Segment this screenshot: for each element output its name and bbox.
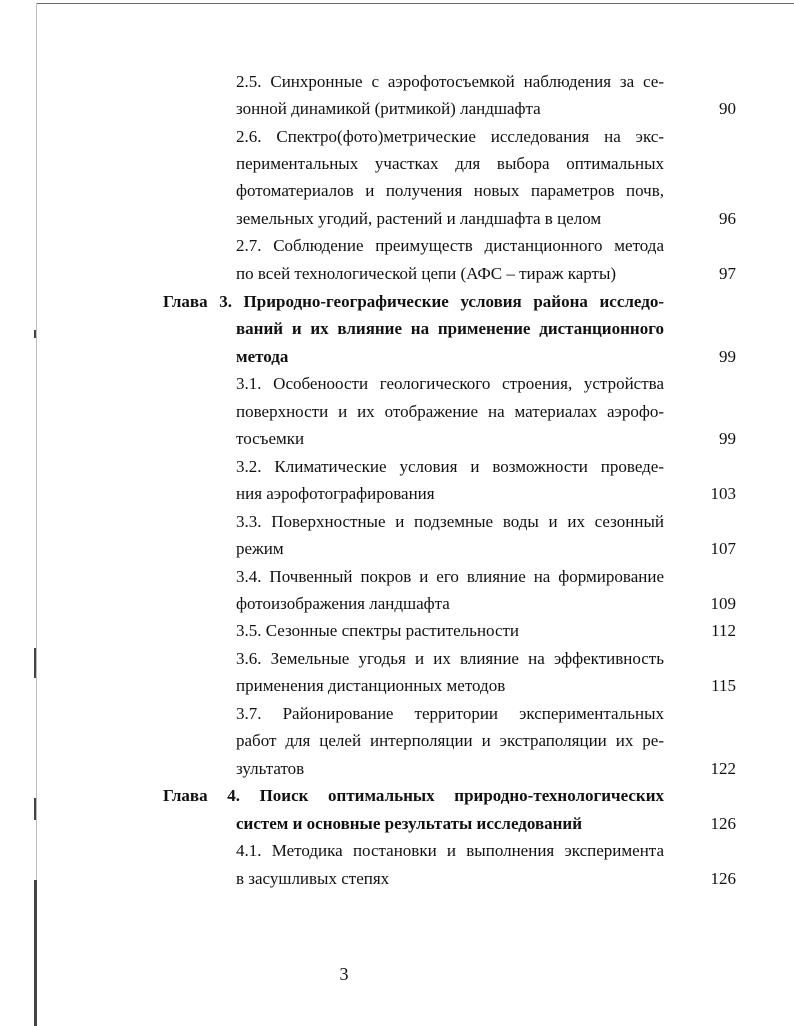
toc-entry-text: 3.6. Земельные угодья и их влияние на эффективность	[236, 649, 664, 668]
toc-entry-text: тосъемки	[236, 429, 305, 448]
toc-entry-3-1-cont	[0, 425, 794, 452]
page-top-border	[36, 3, 794, 4]
toc-entry-text: ния аэрофотографирования	[236, 484, 435, 503]
toc-page-number: 115	[711, 676, 736, 695]
toc-entry-4-1	[0, 837, 794, 864]
toc-entry-text: 2.6. Спектро(фото)метрические исследования на экс-	[236, 127, 664, 146]
toc-entry-3-2-cont	[0, 480, 794, 507]
toc-entry-3-4-cont	[0, 590, 794, 617]
toc-entry-text: зонной динамикой (ритмикой) ландшафта	[236, 99, 541, 118]
toc-entry-3-6-cont	[0, 672, 794, 699]
toc-chapter-text: метода	[236, 347, 289, 366]
toc-entry-3-1-cont	[0, 398, 794, 425]
toc-chapter-4	[0, 782, 794, 809]
toc-entry-text: 3.1. Особеноости геологического строения, устройства	[236, 374, 664, 393]
toc-entry-3-7-cont	[0, 755, 794, 782]
toc-page-number: 122	[710, 759, 736, 778]
toc-page-number: 107	[710, 539, 736, 558]
toc-entry-text: 3.5. Сезонные спектры растительности	[236, 621, 520, 640]
toc-entry-2-5-cont	[0, 95, 794, 122]
toc-entry-3-1	[0, 370, 794, 397]
toc-entry-text: работ для целей интерполяции и экстраполяции их ре-	[236, 731, 664, 750]
toc-entry-3-7	[0, 700, 794, 727]
toc-page-number: 99	[719, 347, 736, 366]
toc-entry-text: 4.1. Методика постановки и выполнения эксперимента	[236, 841, 664, 860]
toc-chapter-text: ваний и их влияние на применение дистанционного	[236, 319, 664, 338]
toc-page-number: 90	[719, 99, 736, 118]
toc-entry-3-3-cont	[0, 535, 794, 562]
toc-entry-text: 3.3. Поверхностные и подземные воды и их сезонный	[236, 512, 664, 531]
toc-entry-2-6-cont	[0, 150, 794, 177]
toc-entry-text: зультатов	[236, 759, 305, 778]
toc-page-number: 97	[719, 264, 736, 283]
toc-chapter-3-cont	[0, 315, 794, 342]
toc-chapter-3-cont	[0, 343, 794, 370]
toc-chapter-3	[0, 288, 794, 315]
toc-entry-3-3	[0, 508, 794, 535]
toc-entry-text: 3.2. Климатические условия и возможности проведе-	[236, 457, 664, 476]
toc-entry-2-7-cont	[0, 260, 794, 287]
toc-entry-4-1-cont	[0, 865, 794, 892]
toc-entry-text: применения дистанционных методов	[236, 676, 506, 695]
toc-page-number: 126	[710, 869, 736, 888]
toc-page-number: 99	[719, 429, 736, 448]
toc-chapter-text: Глава 4. Поиск оптимальных природно-технологических	[163, 786, 664, 805]
toc-entry-text: поверхности и их отображение на материалах аэрофо-	[236, 402, 664, 421]
toc-entry-3-6	[0, 645, 794, 672]
toc-entry-text: по всей технологической цепи (АФС – тираж карты)	[236, 264, 617, 283]
toc-entry-text: 3.4. Почвенный покров и его влияние на формирование	[236, 567, 664, 586]
toc-chapter-text: систем и основные результаты исследований	[236, 814, 583, 833]
scan-mark	[34, 880, 37, 1026]
toc-chapter-4-cont	[0, 810, 794, 837]
toc-page-number: 109	[710, 594, 736, 613]
toc-page-number: 96	[719, 209, 736, 228]
page-number: 3	[339, 964, 349, 984]
toc-entry-2-6-cont	[0, 205, 794, 232]
toc-entry-2-7	[0, 232, 794, 259]
toc-chapter-text: Глава 3. Природно-географические условия района исследо-	[163, 292, 664, 311]
toc-entry-3-2	[0, 453, 794, 480]
toc-entry-text: 2.7. Соблюдение преимуществ дистанционного метода	[236, 236, 664, 255]
toc-entry-3-4	[0, 563, 794, 590]
toc-entry-text: периментальных участках для выбора оптимальных	[236, 154, 664, 173]
toc-page-number: 103	[710, 484, 736, 503]
toc-entry-text: 2.5. Синхронные с аэрофотосъемкой наблюдения за се-	[236, 72, 664, 91]
toc-entry-3-7-cont	[0, 727, 794, 754]
toc-entry-text: режим	[236, 539, 284, 558]
toc-entry-text: 3.7. Районирование территории экспериментальных	[236, 704, 664, 723]
toc-page-number: 126	[710, 814, 736, 833]
toc-entry-2-5	[0, 68, 794, 95]
toc-entry-2-6	[0, 123, 794, 150]
toc-entry-text: земельных угодий, растений и ландшафта в целом	[236, 209, 602, 228]
toc-entry-text: фотоизображения ландшафта	[236, 594, 450, 613]
toc-entry-3-5	[0, 617, 794, 644]
toc-entry-text: в засушливых степях	[236, 869, 390, 888]
toc-entry-text: фотоматериалов и получения новых параметров почв,	[236, 181, 664, 200]
toc-entry-2-6-cont	[0, 177, 794, 204]
toc-page-number: 112	[711, 621, 736, 640]
